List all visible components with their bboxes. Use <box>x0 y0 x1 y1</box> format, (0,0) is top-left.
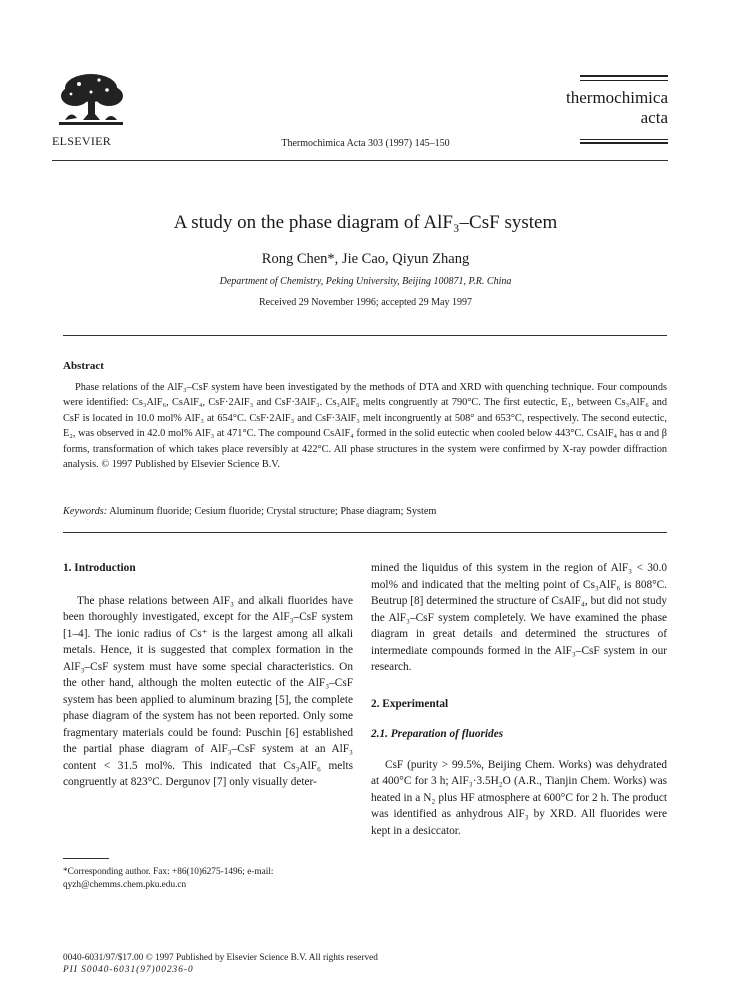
journal-name-line2: acta <box>640 108 668 127</box>
experimental-paragraph: CsF (purity > 99.5%, Beijing Chem. Works) was dehydrated at 400°C for 3 h; AlF₃·3.5H₂O (A.R., Tianjin Chem. Works) was heated in a N₂ plus HF atmosphere at 600°C for 2 h. The product was identified as anhydrous AlF₃ by XRD. All fluorides were kept in a desiccator. <box>371 758 667 837</box>
journal-rule-bottom <box>580 142 668 144</box>
publisher-name: ELSEVIER <box>52 134 112 148</box>
abstract-rule-top <box>63 335 667 336</box>
author-affiliation: Department of Chemistry, Peking University, Beijing 100871, P.R. China <box>219 276 512 287</box>
journal-name-line1: thermochimica <box>566 88 668 107</box>
preparation-subheading: 2.1. Preparation of fluorides <box>371 728 504 740</box>
header-rule <box>52 160 668 161</box>
footnote-rule <box>63 858 109 859</box>
left-column <box>63 560 353 791</box>
journal-rule-top-thin <box>580 80 668 81</box>
abstract-rule-bottom <box>63 532 667 533</box>
abstract-text: Phase relations of the AlF₃–CsF system have been investigated by the methods of DTA and XRD with quenching technique. Four compounds were identified: Cs₃AlF₆, CsAlF₄, CsF·2AlF₃ and CsF·3AlF₃. Cs₃AlF₆ melts congruently at 790°C. The first eutectic, E₁, between Cs₃AlF₆ and CsF is located in 10.0 mol% AlF₃ at 654°C. CsF·2AlF₃ and CsF·3AlF₃ melt incongruently at 508° and 653°C, respectively. The second eutectic, E₂, was observed in 42.0 mol% AlF₃ at 471°C. The compound CsAlF₄ formed in the solid eutectic when cooled below 443°C. CsAlF₄ has α and β forms, transformation of which takes place reversibly at 422°C. All phase structures in the system were confirmed by X-ray powder diffraction analysis. © 1997 Published by Elsevier Science B.V. <box>63 382 667 471</box>
corresponding-author-footnote: *Corresponding author. Fax: +86(10)6275-1496; e-mail: qyzh@chemms.chem.pku.edu.cn <box>63 867 274 890</box>
experimental-heading: 2. Experimental <box>371 697 449 710</box>
journal-citation: Thermochimica Acta 303 (1997) 145–150 <box>281 138 450 149</box>
author-list: Rong Chen*, Jie Cao, Qiyun Zhang <box>261 251 470 267</box>
journal-rule-bottom-thin <box>580 139 668 140</box>
introduction-paragraph: The phase relations between AlF₃ and alkali fluorides have been thoroughly investigated, except for the AlF₃–CsF system [1–4]. The ionic radius of Cs⁺ is the largest among all alkali metals. Hence, it is suggested that complex formation in the AlF₃–CsF system must have some special characteristics. On the other hand, although the molten eutectic of the AlF₃–CsF system has been applied to aluminum brazing [5], the complete phase diagram of the system has not been reported. Only some fragmentary materials could be found: Puschin [6] established the partial phase diagram of AlF₃–CsF system at an AlF₃ content < 31.5 mol%. This indicated that Cs₃AlF₆ melts congruently at 823°C. Dergunov [7] only visually deter- <box>63 594 353 788</box>
abstract-heading: Abstract <box>63 360 104 372</box>
pii-line: PII S0040-6031(97)00236-0 <box>63 965 194 975</box>
keywords-label: Keywords: <box>63 506 108 517</box>
copyright-line: 0040-6031/97/$17.00 © 1997 Published by Elsevier Science B.V. All rights reserved <box>63 953 378 963</box>
elsevier-tree-logo <box>55 70 127 132</box>
right-column <box>371 560 667 839</box>
keywords-line <box>63 506 667 517</box>
received-dates: Received 29 November 1996; accepted 29 May 1997 <box>259 297 472 308</box>
introduction-heading: 1. Introduction <box>63 562 136 574</box>
keywords-list: Aluminum fluoride; Cesium fluoride; Crystal structure; Phase diagram; System <box>109 506 437 517</box>
journal-rule-top <box>580 75 668 77</box>
introduction-paragraph-continued: mined the liquidus of this system in the region of AlF₃ < 30.0 mol% and indicated that the melting point of Cs₃AlF₆ is 808°C. Beutrup [8] determined the structure of CsAlF₄, but did not study the AlF₃–CsF system completely. We have examined the phase diagram in great details and determined the structures of intermediate compounds formed in the AlF₃–CsF system in our research. <box>371 562 667 673</box>
article-title: A study on the phase diagram of AlF₃–CsF system <box>173 212 558 233</box>
